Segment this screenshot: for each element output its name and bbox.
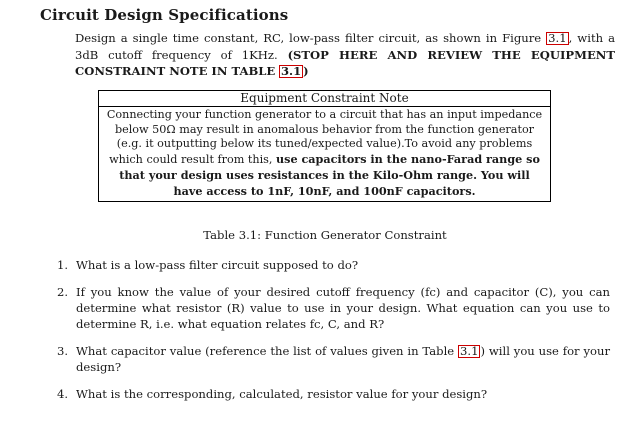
question-text: If you know the value of your desired cutoff frequency (fc) and capacitor (C), you can determine what resistor (R) value to use in your design. What equation can you use to determine R, i.e. what equation relates fc, C, and R? <box>76 285 610 331</box>
constraint-body-normal: Connecting your function generator to a circuit that has an input impedance below 50Ω may result in anomalous behavior from the function generator (e.g. it outputting below its tuned/expected value).To avoid any problems which could result from this, <box>106 107 543 167</box>
question-text: What is the corresponding, calculated, resistor value for your design? <box>76 387 488 401</box>
intro-bold-end: ) <box>303 64 309 78</box>
intro-text-1: Design a single time constant, RC, low-pass filter circuit, as shown in Figure <box>75 31 542 45</box>
question-number: 4. <box>57 387 69 401</box>
question-number: 1. <box>57 258 69 272</box>
intro-paragraph <box>75 30 615 80</box>
question-number: 3. <box>57 344 69 358</box>
section-title: Circuit Design Specifications <box>40 6 289 24</box>
table-ref-link[interactable]: 3.1 <box>460 344 479 358</box>
question-item <box>40 386 610 402</box>
question-text-after: ) will you use for your design? <box>76 344 610 374</box>
constraint-title: Equipment Constraint Note <box>99 91 551 107</box>
question-number: 2. <box>57 285 69 299</box>
intro-text-2: , with a 3dB cutoff frequency of 1KHz. <box>75 31 615 62</box>
question-item <box>40 284 610 332</box>
constraint-body <box>99 106 551 201</box>
question-list <box>40 257 610 413</box>
question-text: What is a low-pass filter circuit supposed to do? <box>76 258 359 272</box>
question-item <box>40 257 610 273</box>
question-text-before: What capacitor value (reference the list of values given in Table <box>76 344 455 358</box>
table-caption: Table 3.1: Function Generator Constraint <box>203 228 447 242</box>
constraint-body-bold: use capacitors in the nano-Farad range so that your design uses resistances in the Kilo-Ohm range. You will have access to 1nF, 10nF, and 100nF capacitors. <box>119 152 540 198</box>
figure-ref-link[interactable]: 3.1 <box>548 31 567 45</box>
equipment-constraint-table <box>98 90 551 202</box>
table-ref-link[interactable]: 3.1 <box>280 64 302 78</box>
question-item <box>40 343 610 375</box>
intro-bold-instruction: (STOP HERE AND REVIEW THE EQUIPMENT CONSTRAINT NOTE IN TABLE <box>75 47 616 78</box>
